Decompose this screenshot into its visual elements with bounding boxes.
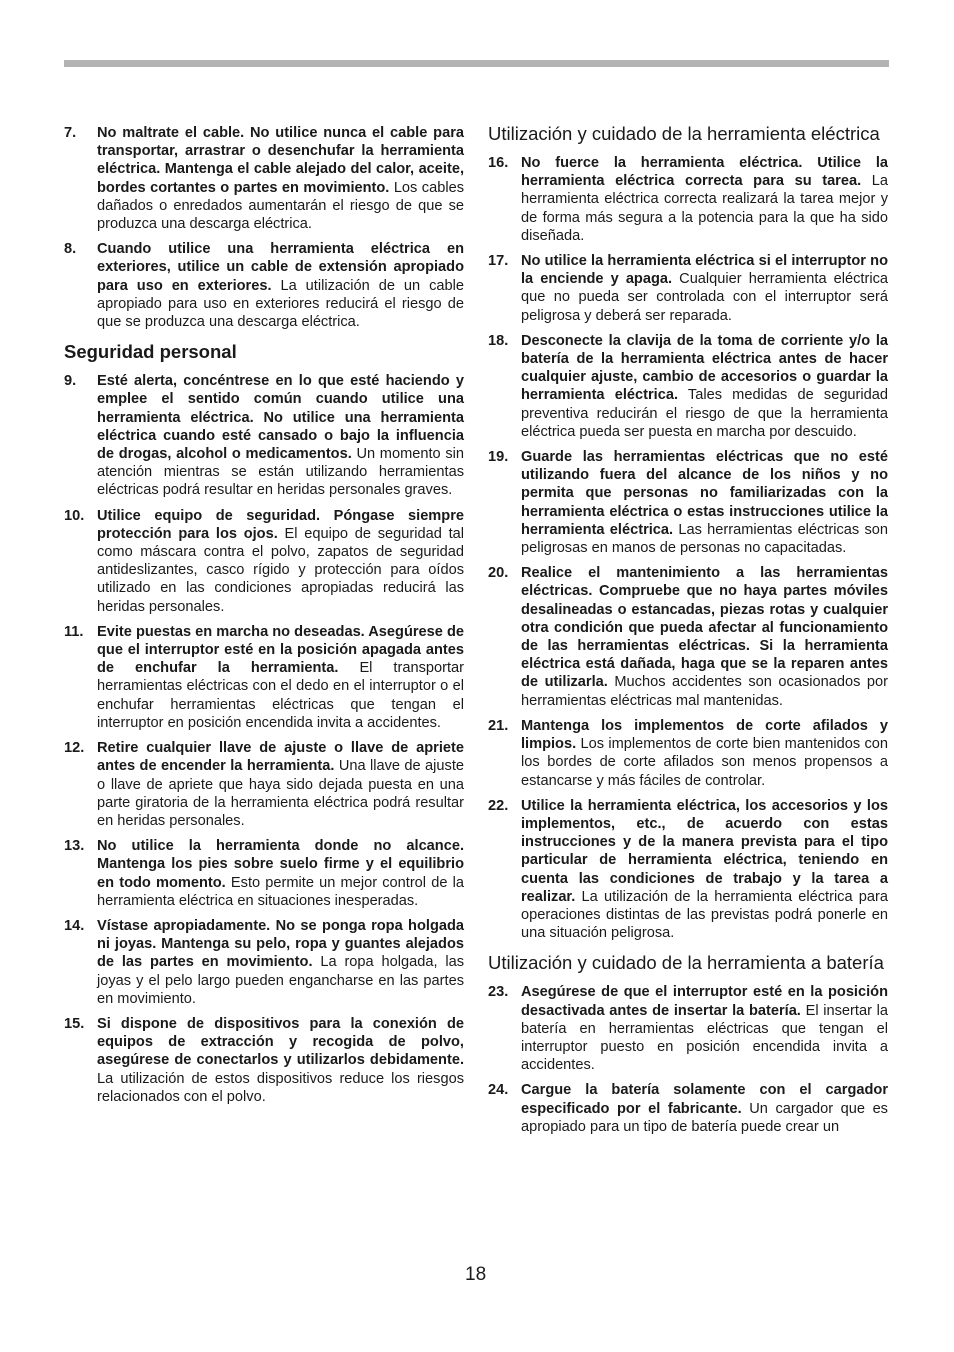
list-item: 7. No maltrate el cable. No utilice nunca el cable para transportar, arrastrar o desenchufar la herramienta eléctrica. Mantenga el cable alejado del calor, aceite, bordes cortantes o partes en movimiento. Los cables dañados o enredados aumentarán el riesgo de que se produzca una descarga eléctrica. — [64, 125, 464, 233]
list-item: 13. No utilice la herramienta donde no alcance. Mantenga los pies sobre suelo firme y el equilibrio en todo momento. Esto permite un mejor control de la herramienta eléctrica en situaciones inesperadas. — [64, 838, 464, 909]
list-item: 23. Asegúrese de que el interruptor esté en la posición desactivada antes de insertar la batería. El insertar la batería en herramientas eléctricas que tengan el interruptor puesto en posición encendida invita a accidentes. — [488, 984, 888, 1074]
list-item: 15. Si dispone de dispositivos para la conexión de equipos de extracción y recogida de polvo, asegúrese de conectarlos y utilizarlos debidamente. La utilización de estos dispositivos reduce los riesgos relacionados con el polvo. — [64, 1015, 464, 1105]
list-item: 16. No fuerce la herramienta eléctrica. Utilice la herramienta eléctrica correcta para su tarea. La herramienta eléctrica correcta realizará la tarea mejor y de forma más segura a la potencia para la que ha sido diseñada. — [488, 155, 888, 244]
list-item: 20. Realice el mantenimiento a las herramientas eléctricas. Compruebe que no haya partes móviles desalineadas o estancadas, piezas rotas y cualquier otra condición que pueda afectar al funcionamiento de las herramientas eléctricas. Si la herramienta eléctrica está dañada, haga que se la reparen antes de utilizarla. Muchos accidentes son ocasionados por herramientas eléctricas mal mantenidas. — [488, 565, 889, 709]
list-item: 11. Evite puestas en marcha no deseadas. Asegúrese de que el interruptor esté en la posición apagada antes de enchufar la herramienta. El transportar herramientas eléctricas con el dedo en el interruptor o el enchufar herramientas eléctricas que tengan el interruptor en posición encendida invita a accidentes. — [64, 623, 464, 731]
list-item: 17. No utilice la herramienta eléctrica si el interruptor no la enciende y apaga. Cualquier herramienta eléctrica que no pueda ser controlada con el interruptor será peligrosa y deberá ser reparada. — [488, 253, 889, 324]
list-item: 9. Esté alerta, concéntrese en lo que esté haciendo y emplee el sentido común cuando utilice una herramienta eléctrica. No utilice una herramienta eléctrica cuando esté cansado o bajo la influencia de drogas, alcohol o medicamentos. Un momento sin atención mientras se están utilizando herramientas eléctricas podrá resultar en heridas personales graves. — [64, 373, 464, 499]
list-item: 24. Cargue la batería solamente con el cargador especificado por el fabricante. Un cargador que es apropiado para un tipo de batería puede crear un — [488, 1082, 888, 1135]
page-number: 18 — [465, 1264, 487, 1285]
list-item: 21. Mantenga los implementos de corte afilados y limpios. Los implementos de corte bien mantenidos con los bordes de corte afilados son menos propensos a estancarse y más fáciles de controlar. — [488, 717, 888, 789]
right-column — [488, 124, 888, 1143]
list-item: 8. Cuando utilice una herramienta eléctrica en exteriores, utilice un cable de extensión apropiado para uso en exteriores. La utilización de un cable apropiado para uso en exteriores reducirá el riesgo de que se produzca una descarga eléctrica. — [64, 241, 464, 331]
header-rule — [64, 60, 889, 67]
list-item: 22. Utilice la herramienta eléctrica, los accesorios y los implementos, etc., de acuerdo con estas instrucciones y de la manera prevista para el tipo particular de herramienta eléctrica, teniendo en cuenta las condiciones de trabajo y la tarea a realizar. La utilización de la herramienta eléctrica para operaciones distintas de las previstas podrá ponerle en una situación peligrosa. — [488, 797, 888, 942]
list-item: 10. Utilice equipo de seguridad. Póngase siempre protección para los ojos. El equipo de seguridad tal como máscara contra el polvo, zapatos de seguridad antideslizantes, casco rígido y protección para oídos utilizado en las condiciones apropiadas reducirá las heridas personales. — [64, 507, 464, 615]
list-item: 12. Retire cualquier llave de ajuste o llave de apriete antes de encender la herramienta. Una llave de ajuste o llave de apriete que haya sido dejada puesta en una parte giratoria de la herramienta eléctrica podrá resultar en heridas personales. — [64, 740, 464, 829]
section-heading-battery-use: Utilización y cuidado de la herramienta a batería — [488, 952, 884, 974]
left-column — [64, 124, 464, 1113]
section-heading-personal: Seguridad personal — [64, 341, 237, 363]
list-item: 19. Guarde las herramientas eléctricas que no esté utilizando fuera del alcance de los niños y no permita que personas no familiarizadas con la herramienta eléctrica o estas instrucciones utilice la herramienta eléctrica. Las herramientas eléctricas son peligrosas en manos de personas no capacitadas. — [488, 449, 888, 557]
list-item: 18. Desconecte la clavija de la toma de corriente y/o la batería de la herramienta eléctrica antes de hacer cualquier ajuste, cambio de accesorios o guardar la herramienta eléctrica. Tales medidas de seguridad preventiva reducirán el riesgo de que la herramienta eléctrica pueda ser puesta en marcha por descuido. — [488, 332, 889, 440]
list-item: 14. Vístase apropiadamente. No se ponga ropa holgada ni joyas. Mantenga su pelo, ropa y guantes alejados de las partes en movimiento. La ropa holgada, las joyas y el pelo largo pueden engancharse en las partes en movimiento. — [64, 917, 465, 1007]
section-heading-tool-use: Utilización y cuidado de la herramienta eléctrica — [488, 123, 880, 144]
